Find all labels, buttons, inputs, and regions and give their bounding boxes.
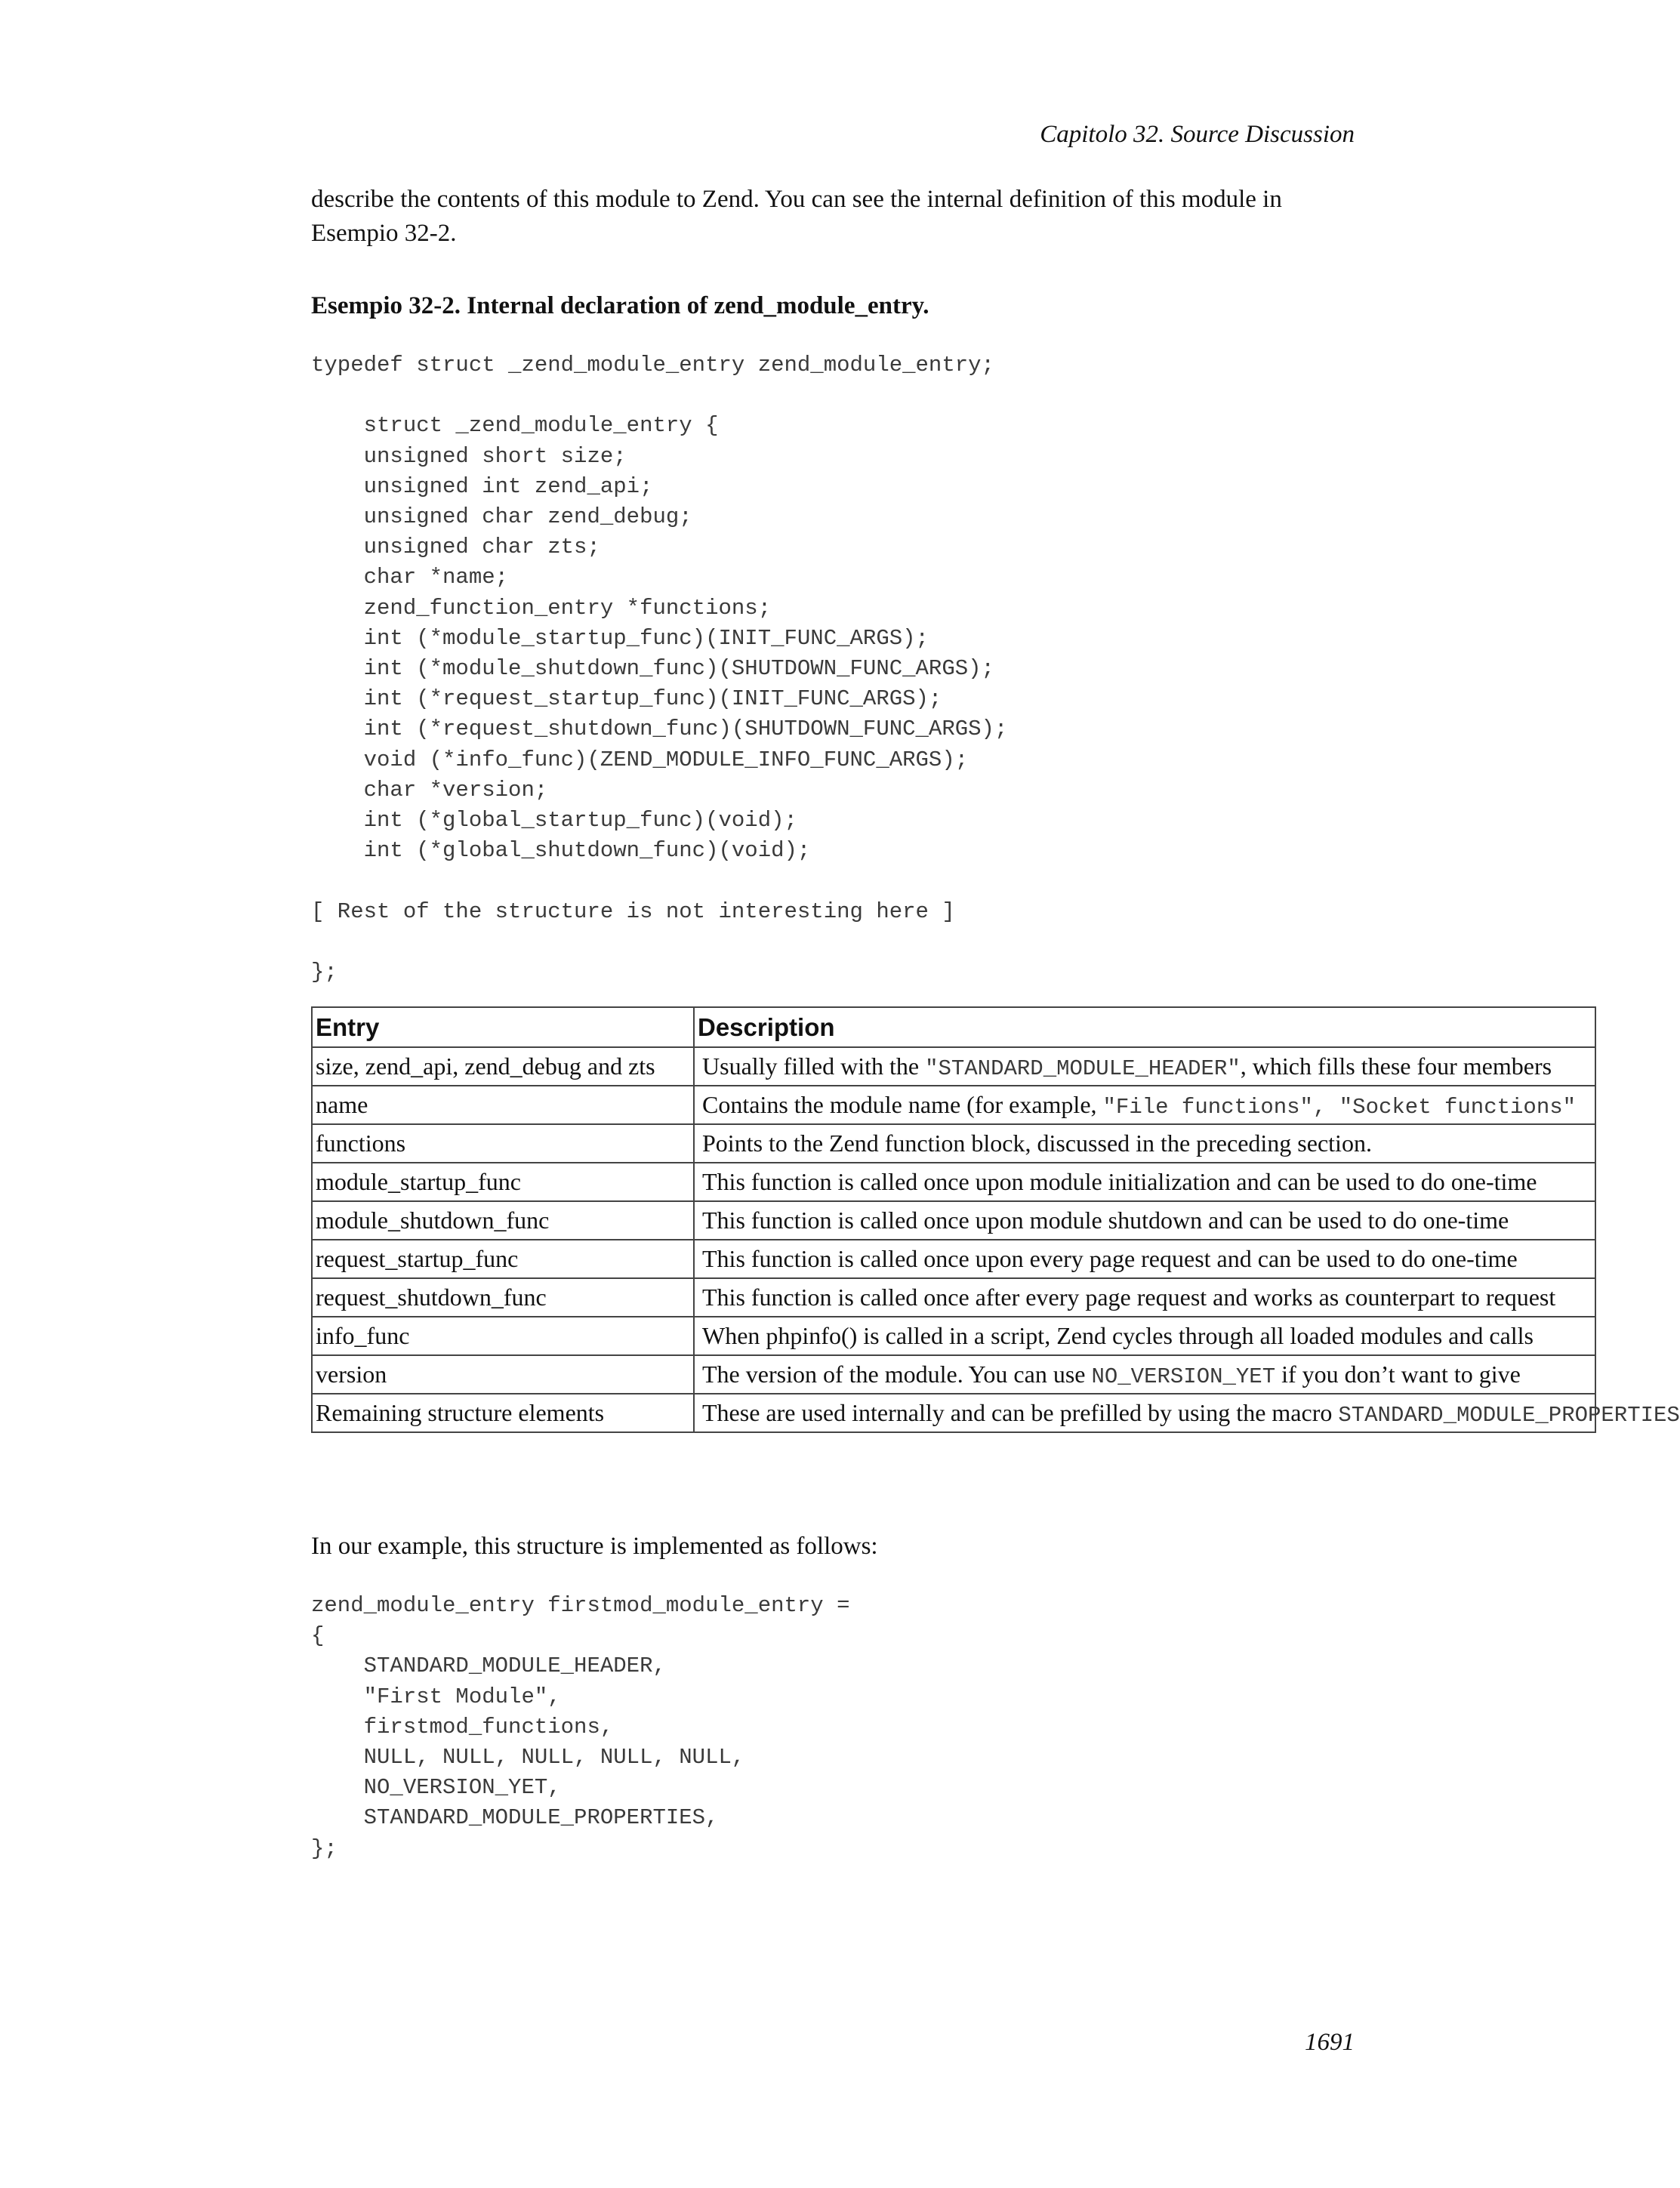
description-cell: [694, 1201, 1595, 1240]
entry-cell: name: [312, 1086, 694, 1124]
struct-code-block: typedef struct _zend_module_entry zend_module_entry; struct _zend_module_entry { unsigned short size; unsigned int zend_api; unsigned char zend_debug; unsigned char zts; char *name; zend_function_entry *functions; int (*module_startup_func)(INIT_FUNC_ARGS); int (*module_shutdown_func)(SHUTDOWN_FUNC_ARGS); int (*request_startup_func)(INIT_FUNC_ARGS); int (*request_shutdown_func)(SHUTDOWN_FUNC_ARGS); void (*info_func)(ZEND_MODULE_INFO_FUNC_ARGS); char *version; int (*global_startup_func)(void); int (*global_shutdown_func)(void); [ Rest of the structure is not interesting here ] };: [311, 353, 1008, 985]
column-header-entry: Entry: [312, 1007, 694, 1047]
description-cell: [694, 1047, 1595, 1086]
page-number: 1691: [1305, 2029, 1355, 2056]
entries-table-container: [311, 1006, 1680, 1433]
description-text: Usually filled with the: [702, 1052, 926, 1080]
description-cell: [694, 1317, 1595, 1355]
description-text: These are used internally and can be prefilled by using the macro: [702, 1398, 1339, 1426]
table-header-row: [312, 1007, 1595, 1047]
description-text: This function is called once upon module shutdown and can be used to do one-time: [702, 1206, 1509, 1234]
intro-paragraph: describe the contents of this module to Zend. You can see the internal definition of this module in Esempio 32-2.: [311, 186, 1282, 247]
entry-cell: request_startup_func: [312, 1240, 694, 1278]
description-cell: [694, 1355, 1595, 1394]
table-row: [312, 1047, 1595, 1086]
entry-cell: module_startup_func: [312, 1163, 694, 1201]
entry-cell: Remaining structure elements: [312, 1394, 694, 1432]
description-cell: [694, 1394, 1680, 1432]
table-row: [312, 1124, 1595, 1163]
entry-cell: functions: [312, 1124, 694, 1163]
description-cell: [694, 1124, 1595, 1163]
table-row: [312, 1240, 1595, 1278]
table-row: [312, 1317, 1595, 1355]
entry-cell: size, zend_api, zend_debug and zts: [312, 1047, 694, 1086]
entry-cell: module_shutdown_func: [312, 1201, 694, 1240]
description-text: This function is called once upon every page request and can be used to do one-time: [702, 1245, 1518, 1272]
description-text-tail: if you don’t want to give: [1275, 1360, 1521, 1388]
description-code: NO_VERSION_YET: [1091, 1364, 1276, 1389]
column-header-description: Description: [694, 1007, 1595, 1047]
entries-table: [311, 1006, 1680, 1433]
description-text: Contains the module name (for example,: [702, 1090, 1103, 1118]
table-row: [312, 1355, 1595, 1394]
description-text-tail: , which fills these four members: [1240, 1052, 1552, 1080]
table-row: [312, 1394, 1595, 1432]
table-row: [312, 1163, 1595, 1201]
description-code: "File functions": [1102, 1094, 1313, 1120]
outro-paragraph: In our example, this structure is implemented as follows:: [311, 1533, 878, 1560]
description-text: This function is called once after every page request and works as counterpart to request: [702, 1284, 1556, 1311]
chapter-header: Capitolo 32. Source Discussion: [1040, 121, 1355, 148]
table-row: [312, 1278, 1595, 1317]
description-text-tail: , "Socket functions": [1312, 1094, 1577, 1120]
description-text: The version of the module. You can use: [702, 1360, 1092, 1388]
implementation-code-block: zend_module_entry firstmod_module_entry = { STANDARD_MODULE_HEADER, "First Module", firstmod_functions, NULL, NULL, NULL, NULL, NULL, NO_VERSION_YET, STANDARD_MODULE_PROPERTIES, };: [311, 1593, 850, 1861]
description-cell: [694, 1086, 1595, 1124]
description-cell: [694, 1163, 1595, 1201]
example-title: Esempio 32-2. Internal declaration of zend_module_entry.: [311, 292, 929, 319]
description-code: STANDARD_MODULE_PROPERTIES: [1338, 1402, 1680, 1428]
description-text: When phpinfo() is called in a script, Zend cycles through all loaded modules and calls: [702, 1322, 1534, 1349]
table-row: [312, 1086, 1595, 1124]
entry-cell: info_func: [312, 1317, 694, 1355]
entry-cell: request_shutdown_func: [312, 1278, 694, 1317]
description-code: "STANDARD_MODULE_HEADER": [925, 1055, 1241, 1081]
description-cell: [694, 1278, 1595, 1317]
entry-cell: version: [312, 1355, 694, 1394]
table-row: [312, 1201, 1595, 1240]
description-text: This function is called once upon module initialization and can be used to do one-time: [702, 1168, 1537, 1195]
description-text: Points to the Zend function block, discussed in the preceding section.: [702, 1129, 1372, 1157]
description-cell: [694, 1240, 1595, 1278]
